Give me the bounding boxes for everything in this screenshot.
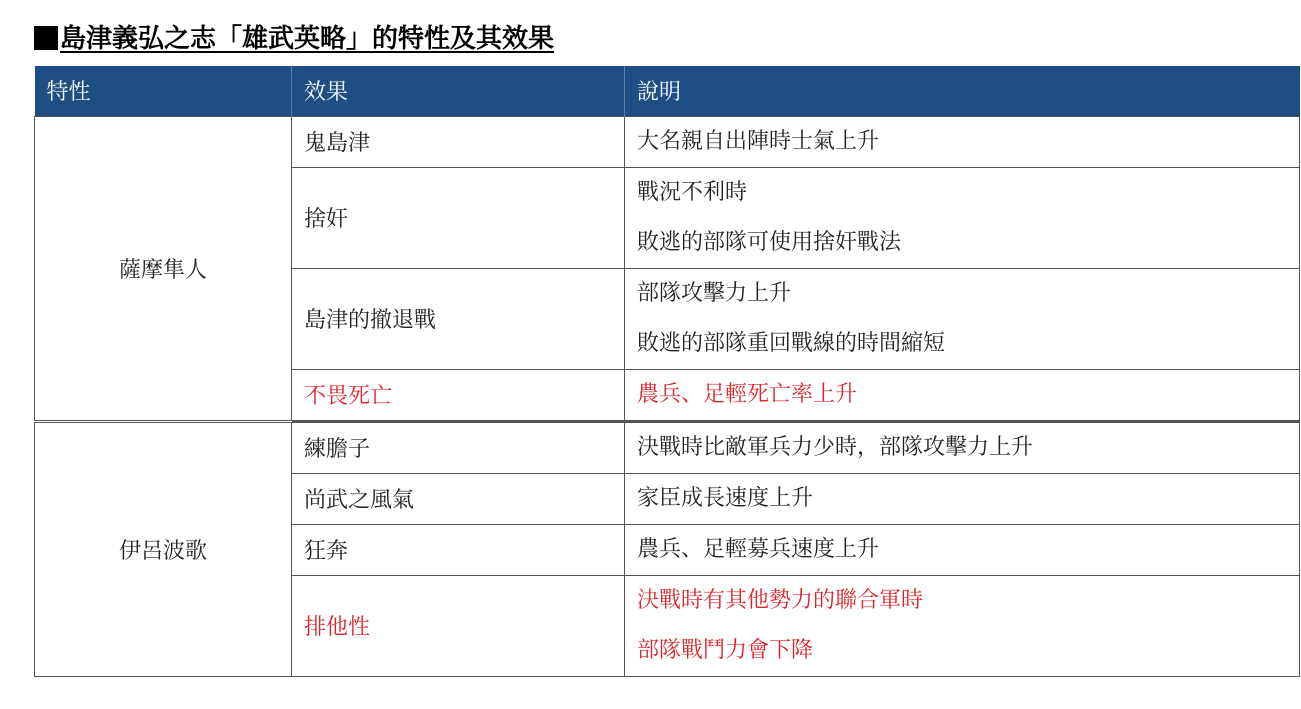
table-body — [35, 116, 1300, 676]
table-row — [35, 116, 1300, 167]
description-cell — [625, 268, 1300, 369]
header-effect: 效果 — [292, 66, 625, 116]
effect-cell: 鬼島津 — [292, 116, 625, 167]
description-line: 敗逃的部隊重回戰線的時間縮短 — [637, 330, 946, 356]
description-cell — [625, 369, 1300, 421]
description-line: 部隊攻擊力上升 — [637, 280, 792, 306]
header-trait: 特性 — [35, 66, 292, 116]
effect-cell: 尚武之風氣 — [292, 473, 625, 524]
description-cell — [625, 473, 1300, 524]
description-line: 戰況不利時 — [637, 179, 748, 205]
description-cell — [625, 575, 1300, 676]
table-row — [35, 421, 1300, 473]
effect-cell: 島津的撤退戰 — [292, 268, 625, 369]
trait-cell: 薩摩隼人 — [35, 116, 292, 421]
description-line: 敗逃的部隊可使用捨奸戰法 — [637, 229, 902, 255]
effect-cell: 排他性 — [292, 575, 625, 676]
description-cell — [625, 421, 1300, 473]
description-line: 部隊戰鬥力會下降 — [637, 637, 814, 663]
header-description: 說明 — [625, 66, 1300, 116]
black-square-icon — [34, 26, 58, 50]
page-title-text: 島津義弘之志「雄武英略」的特性及其效果 — [60, 24, 555, 54]
description-line: 大名親自出陣時士氣上升 — [637, 128, 880, 154]
description-cell — [625, 524, 1300, 575]
effect-cell: 捨奸 — [292, 167, 625, 268]
description-cell — [625, 116, 1300, 167]
description-line: 農兵、足輕死亡率上升 — [637, 381, 858, 407]
trait-cell: 伊呂波歌 — [35, 421, 292, 676]
effect-cell: 狂奔 — [292, 524, 625, 575]
description-line: 農兵、足輕募兵速度上升 — [637, 536, 880, 562]
description-line: 決戰時有其他勢力的聯合軍時 — [637, 587, 924, 613]
description-cell — [625, 167, 1300, 268]
effect-cell: 不畏死亡 — [292, 369, 625, 421]
traits-table — [34, 66, 1300, 677]
description-line: 家臣成長速度上升 — [637, 485, 814, 511]
description-line: 決戰時比敵軍兵力少時，部隊攻擊力上升 — [637, 434, 1034, 460]
page-title — [34, 22, 554, 56]
effect-cell: 練膽子 — [292, 421, 625, 473]
table-header-row — [35, 66, 1300, 116]
